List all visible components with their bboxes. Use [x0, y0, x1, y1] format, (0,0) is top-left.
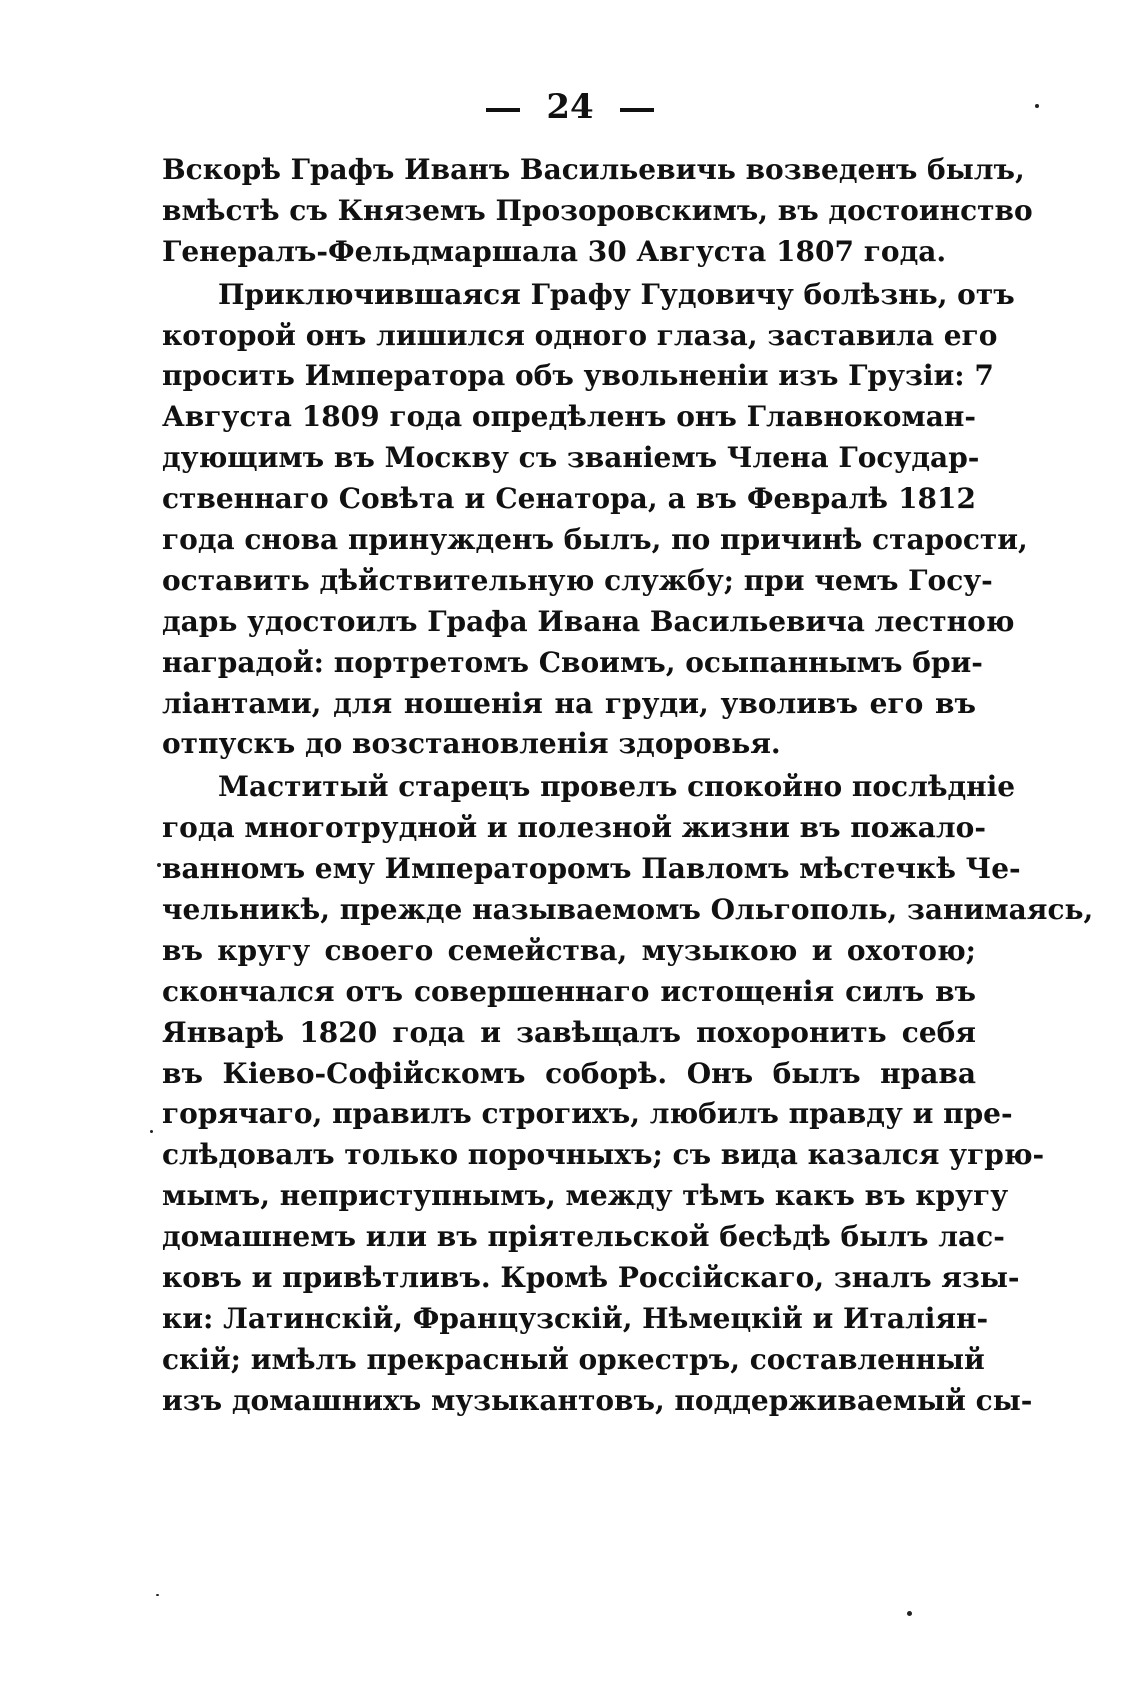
text-line: въ кругу своего семейства, музыкою и охотою; [162, 933, 976, 967]
text-line: ственнаго Совѣта и Сенатора, а въ Февралѣ 1812 [162, 482, 976, 516]
page-header [0, 82, 1140, 132]
scan-speck [1035, 104, 1039, 108]
text-line: ліантами, для ношенія на груди, уволивъ его въ [162, 686, 976, 720]
text-line: просить Императора объ увольненіи изъ Грузіи: 7 [162, 359, 994, 393]
text-line: дующимъ въ Москву съ званіемъ Члена Государ- [162, 441, 980, 475]
text-line: изъ домашнихъ музыкантовъ, поддерживаемый сы- [162, 1383, 1033, 1417]
scan-speck [907, 1611, 912, 1616]
text-line: Приключившаяся Графу Гудовичу болѣзнь, отъ [218, 277, 1015, 311]
text-line: Январѣ 1820 года и завѣщалъ похоронить себя [162, 1015, 976, 1049]
text-line: скій; имѣлъ прекрасный оркестръ, составленный [162, 1342, 985, 1376]
text-line: наградой: портретомъ Своимъ, осыпаннымъ бри- [162, 645, 983, 679]
text-line: Маститый старецъ провелъ спокойно послѣдніе [218, 770, 1016, 804]
text-line: въ Кіево-Софійскомъ соборѣ. Онъ былъ нрава [162, 1056, 976, 1090]
text-line: скончался отъ совершеннаго истощенія силъ въ [162, 974, 976, 1008]
left-dash [486, 108, 520, 112]
scan-speck [157, 863, 161, 867]
text-line: ковъ и привѣтливъ. Кромѣ Россійскаго, зналъ язы- [162, 1261, 1020, 1295]
paragraph-3 [162, 767, 1094, 1421]
text-line: горячаго, правилъ строгихъ, любилъ правду и пре- [162, 1097, 1013, 1131]
text-line: Вскорѣ Графъ Иванъ Васильевичь возведенъ былъ, [162, 153, 1025, 186]
text-line: отпускъ до возстановленія здоровья. [162, 727, 781, 761]
text-line: Августа 1809 года опредѣленъ онъ Главнокоман- [162, 400, 976, 434]
text-line: ки: Латинскій, Французскій, Нѣмецкій и Италіян- [162, 1301, 989, 1335]
text-line: вмѣстѣ съ Княземъ Прозоровскимъ, въ достоинство [162, 193, 1033, 227]
text-line: слѣдовалъ только порочныхъ; съ вида казался угрю- [162, 1138, 1045, 1172]
text-line: года снова принужденъ былъ, по причинѣ старости, [162, 523, 1028, 557]
text-line: оставить дѣйствительную службу; при чемъ Госу- [162, 563, 993, 597]
paragraph-2 [162, 275, 1028, 766]
text-line: которой онъ лишился одного глаза, заставила его [162, 318, 998, 352]
text-line: года многотрудной и полезной жизни въ пожало- [162, 811, 986, 845]
text-line: чельникѣ, прежде называемомъ Ольгополь, занимаясь, [162, 893, 1094, 927]
text-line: домашнемъ или въ пріятельской бесѣдѣ былъ лас- [162, 1220, 1005, 1254]
text-line: мымъ, неприступнымъ, между тѣмъ какъ въ кругу [162, 1179, 1009, 1213]
scan-speck [150, 1130, 153, 1133]
page-number: 24 [546, 87, 594, 127]
body-text [162, 150, 1094, 1422]
text-line: ванномъ ему Императоромъ Павломъ мѣстечкѣ Че- [162, 852, 1021, 886]
text-line: Генералъ-Фельдмаршала 30 Августа 1807 года. [162, 234, 947, 268]
text-line: дарь удостоилъ Графа Ивана Васильевича лестною [162, 604, 1015, 638]
scan-speck [156, 1594, 159, 1596]
paragraph-1 [162, 150, 1033, 273]
right-dash [620, 108, 654, 112]
